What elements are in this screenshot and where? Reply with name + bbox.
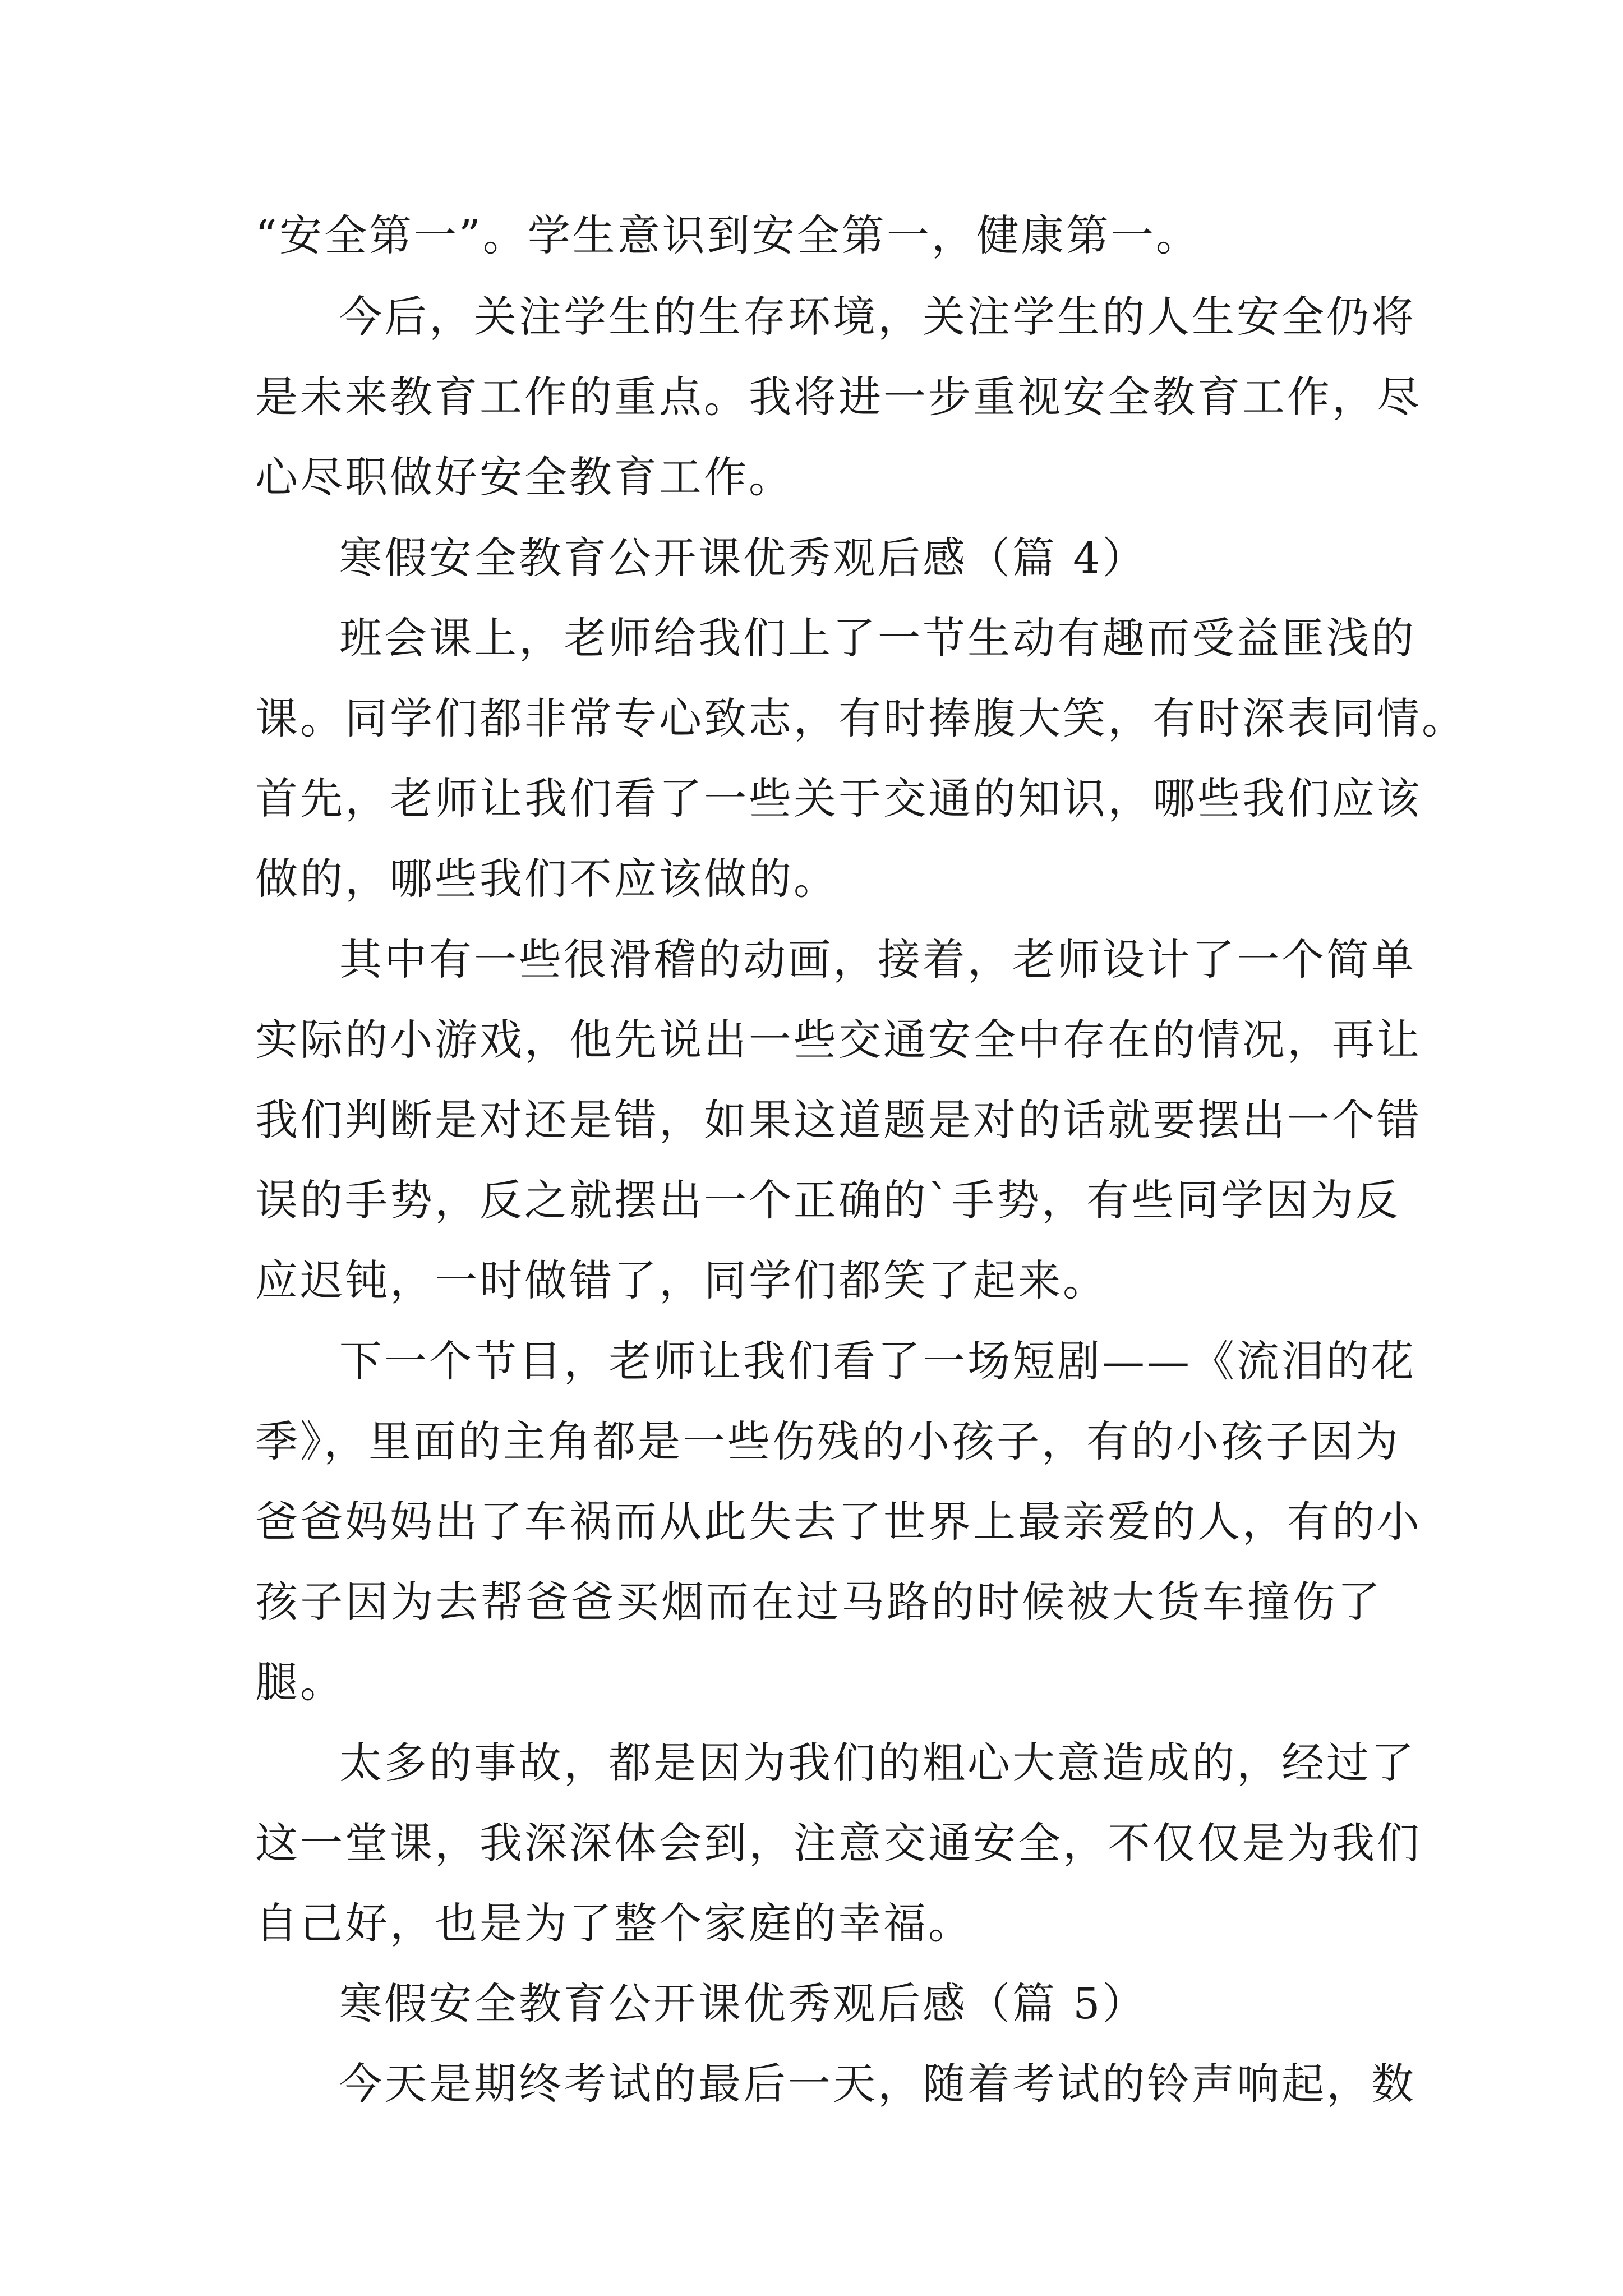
paragraph-line: 误的手势，反之就摆出一个正确的`手势，有些同学因为反 — [255, 1175, 1400, 1225]
paragraph-line: 季》，里面的主角都是一些伤残的小孩子，有的小孩子因为 — [255, 1416, 1400, 1466]
paragraph-line: 孩子因为去帮爸爸买烟而在过马路的时候被大货车撞伤了 — [255, 1577, 1382, 1627]
paragraph-line: 应迟钝，一时做错了，同学们都笑了起来。 — [255, 1255, 1108, 1305]
paragraph-line: 是未来教育工作的重点。我将进一步重视安全教育工作，尽 — [255, 372, 1422, 422]
section-heading: 寒假安全教育公开课优秀观后感（篇 4） — [339, 533, 1147, 583]
paragraph-line: 实际的小游戏，他先说出一些交通安全中存在的情况，再让 — [255, 1015, 1422, 1065]
paragraph-line: 做的，哪些我们不应该做的。 — [255, 854, 838, 904]
paragraph-line: 首先，老师让我们看了一些关于交通的知识，哪些我们应该 — [255, 774, 1422, 823]
paragraph-line: 太多的事故，都是因为我们的粗心大意造成的，经过了 — [339, 1738, 1416, 1788]
section-heading: 寒假安全教育公开课优秀观后感（篇 5） — [339, 1978, 1147, 2028]
paragraph-line: 其中有一些很滑稽的动画，接着，老师设计了一个简单 — [339, 935, 1416, 984]
paragraph-line: 心尽职做好安全教育工作。 — [255, 452, 794, 502]
paragraph-line: 自己好，也是为了整个家庭的幸福。 — [255, 1898, 973, 1948]
paragraph-line: 班会课上，老师给我们上了一节生动有趣而受益匪浅的 — [339, 613, 1416, 663]
paragraph-line: 今天是期终考试的最后一天，随着考试的铃声响起，数 — [339, 2059, 1416, 2109]
paragraph-line: 今后，关注学生的生存环境，关注学生的人生安全仍将 — [339, 292, 1416, 342]
paragraph-line: 爸爸妈妈出了车祸而从此失去了世界上最亲爱的人，有的小 — [255, 1497, 1422, 1547]
paragraph-line: 课。同学们都非常专心致志，有时捧腹大笑，有时深表同情。 — [255, 693, 1467, 743]
paragraph-line: 我们判断是对还是错，如果这道题是对的话就要摆出一个错 — [255, 1095, 1422, 1145]
paragraph-line: 下一个节目，老师让我们看了一场短剧——《流泪的花 — [339, 1336, 1416, 1386]
paragraph-line: 腿。 — [255, 1657, 345, 1707]
paragraph-line: 这一堂课，我深深体会到，注意交通安全，不仅仅是为我们 — [255, 1818, 1422, 1868]
paragraph-line: “安全第一”。学生意识到安全第一，健康第一。 — [255, 210, 1201, 260]
